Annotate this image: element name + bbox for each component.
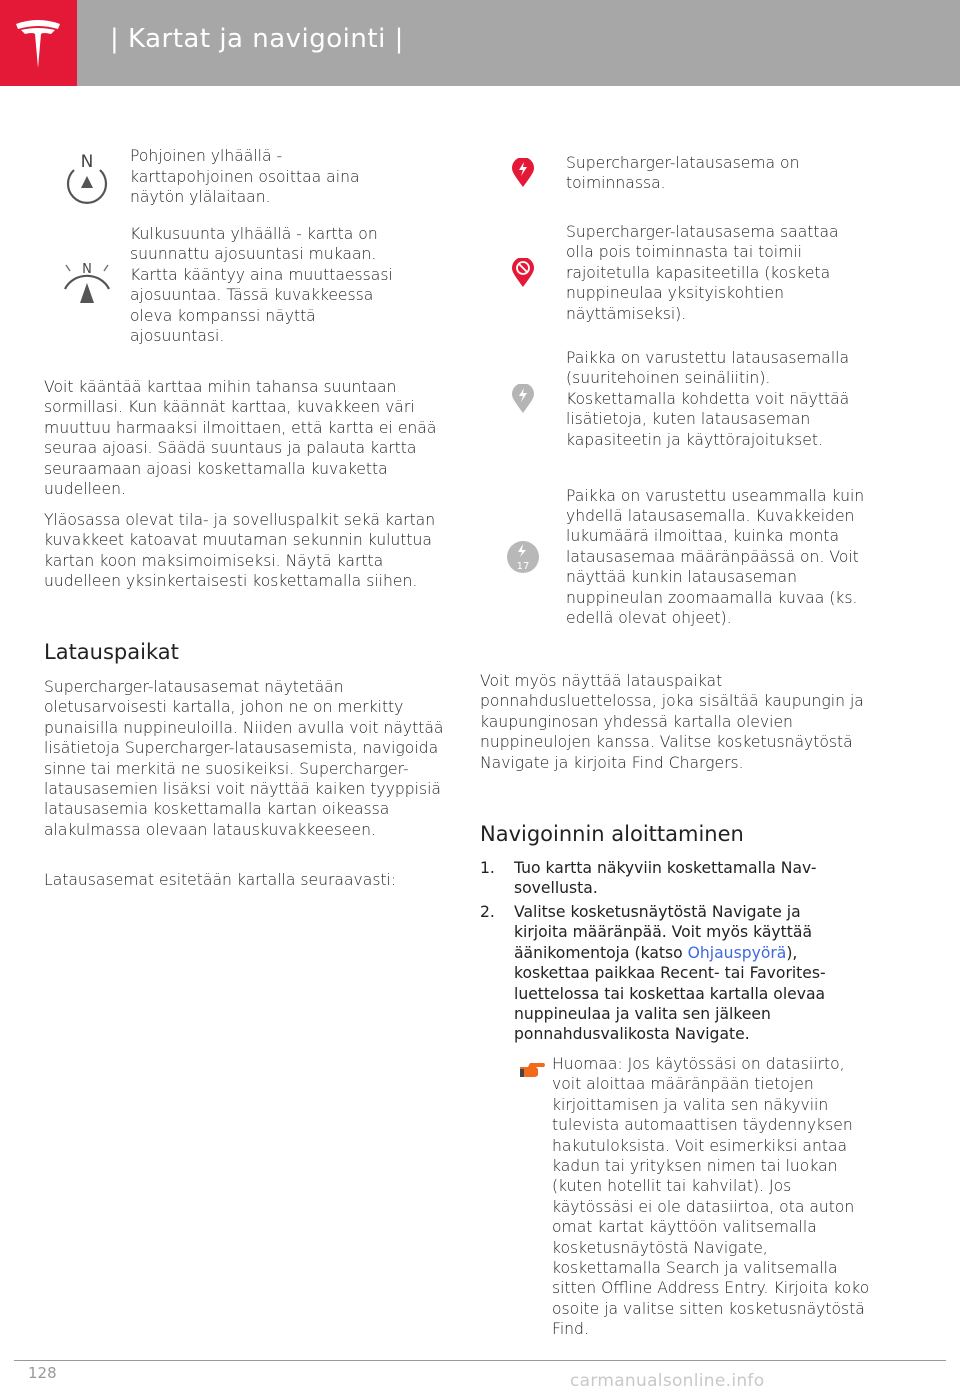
icon-row-heading-up: N Kulkusuunta ylhäällä - kartta on suunnattu ajosuuntasi mukaan. Kartta kääntyy aina muuttaessasi ajosuuntaa. Tässä kuvakkeessa oleva kompanssi näyttä ajosuuntasi. xyxy=(44,224,444,346)
paragraph-rotate-map: Voit kääntää karttaa mihin tahansa suuntaan sormillasi. Kun käännät karttaa, kuvakkeen väri muuttuu harmaaksi ilmoittaen, että kartta ei enää seuraa ajoasi. Säädä suuntaus ja palauta kartta seuraamaan ajoasi koskettamalla kuvaketta uudelleen. xyxy=(44,378,437,499)
icon-row-destination-charger: Paikka on varustettu latausasemalla (suuritehoinen seinäliitin). Koskettamalla kohdetta voit näyttää lisätietoja, kuten latausaseman kapasiteetin ja käyttörajoitukset. xyxy=(480,338,920,460)
list-item: 1. Tuo kartta näkyviin koskettamalla Nav-sovellusta. xyxy=(480,859,817,898)
page-header xyxy=(0,0,960,86)
link-steering-wheel[interactable]: Ohjauspyörä xyxy=(687,943,787,962)
multi-charger-pin-icon xyxy=(480,475,566,639)
heading-up-compass-icon xyxy=(44,225,130,345)
svg-text:N: N xyxy=(80,152,94,172)
note-box: Huomaa: Jos käytössäsi on datasiirto, voit aloittaa määränpään tietojen kirjoittamisen ja valita sen näkyviin tulevista automaattisen täydennyksen hakutuloksista. Voit esimerkiksi antaa kadun tai yrityksen nimen tai luokan (kuten hotellit tai kahvilat). Jos käytössäsi ei ole datasiirtoa, ota auton omat kartat käyttöön valitsemalla kosketusnäytöstä Navigate, koskettamalla Search ja valitsemalla sitten Offline Address Entry. Kirjoita koko osoite ja valitse sitten kosketusnäytöstä Find. xyxy=(512,1054,912,1340)
watermark: carmanualsonline.info xyxy=(570,1371,765,1391)
heading-charging-locations: Latauspaikat xyxy=(44,640,179,664)
paragraph-legend-intro: Latausasemat esitetään kartalla seuraavasti: xyxy=(44,871,397,889)
destination-charger-pin-icon xyxy=(480,338,566,460)
list-item: 2. Valitse kosketusnäytöstä Navigate ja kirjoita määränpää. Voit myös käyttää äänikomentoja (katso Ohjauspyörä), koskettaa paikkaa Recent- tai Favorites-luettelossa tai koskettaa kartalla olevaa nuppineulaa ja valita sen jälkeen ponnahdusvalikosta Navigate. xyxy=(480,903,826,1044)
icon-row-supercharger-limited: Supercharger-latausasema saattaa olla pois toiminnasta tai toimii rajoitetulla kapasiteetilla (kosketa nuppineulaa yksityiskohtien näyttämiseksi). xyxy=(480,222,920,324)
supercharger-limited-pin-icon xyxy=(480,222,566,324)
pointing-hand-icon xyxy=(512,1054,552,1084)
icon-row-north-up: N Pohjoinen ylhäällä - karttapohjoinen osoittaa aina näytön ylälaitaan. xyxy=(44,142,444,212)
page-number: 128 xyxy=(28,1364,57,1382)
heading-start-navigation: Navigoinnin aloittaminen xyxy=(480,822,744,846)
tesla-logo-icon xyxy=(13,18,63,70)
footer-divider xyxy=(14,1360,946,1361)
brand-logo xyxy=(0,0,77,86)
north-up-compass-icon xyxy=(44,142,130,212)
icon-row-multi-charger: 17 Paikka on varustettu useammalla kuin yhdellä latausasemalla. Kuvakkeiden lukumäärä ilmoittaa, kuinka monta latausasemaa määränpäässä on. Voit näyttää kunkin latausaseman nuppineulan zoomaamalla kuvaa (ks. edellä olevat ohjeet). xyxy=(480,475,920,639)
charger-count-badge: 17 xyxy=(516,561,530,572)
paragraph-auto-hide: Yläosassa olevat tila- ja sovelluspalkit sekä kartan kuvakkeet katoavat muutaman sekunnin kuluttua kartan koon maksimoimiseksi. Näytä kartta uudelleen yksinkertaisesti koskettamalla siihen. xyxy=(44,511,436,591)
section-title: | Kartat ja navigointi | xyxy=(110,24,404,54)
supercharger-pin-icon xyxy=(480,152,566,194)
paragraph-find-chargers: Voit myös näyttää latauspaikat ponnahdusluettelossa, joka sisältää kaupungin ja kaupunginosan yhdessä kartalla olevien nuppineulojen kanssa. Valitse kosketusnäytöstä Navigate ja kirjoita Find Chargers. xyxy=(480,672,864,772)
paragraph-supercharger: Supercharger-latausasemat näytetään oletusarvoisesti kartalla, johon ne on merkitty punaisilla nuppineuloilla. Niiden avulla voit näyttää lisätietoja Supercharger-latausasemista, navigoida sinne tai merkitä ne suosikeiksi. Supercharger-latausasemien lisäksi voit näyttää kaiken tyyppisiä latausasemia koskettamalla kartan oikeassa alakulmassa olevaan latauskuvakkeeseen. xyxy=(44,678,444,839)
icon-row-supercharger: Supercharger-latausasema on toiminnassa. xyxy=(480,152,920,194)
svg-text:N: N xyxy=(82,262,92,278)
